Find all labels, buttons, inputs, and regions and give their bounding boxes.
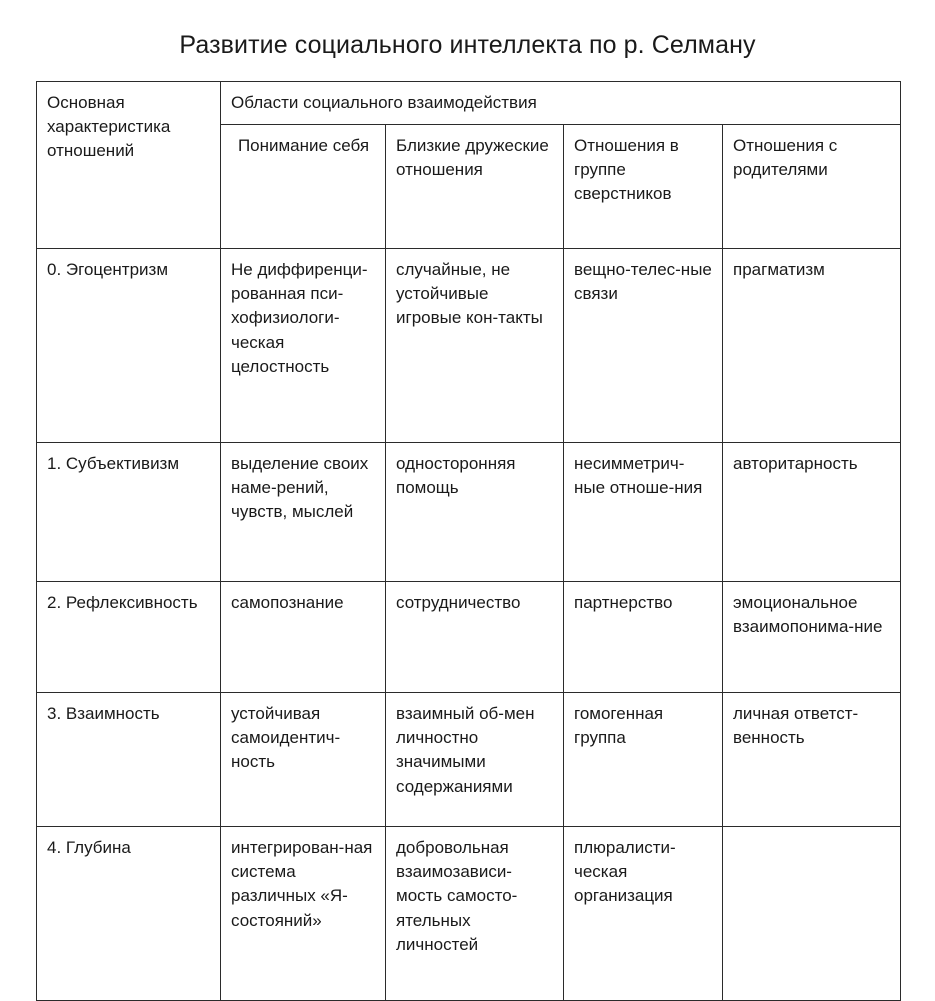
- row-cell-self-understanding: интегрирован-ная система различных «Я-состояний»: [221, 827, 386, 1001]
- table-row: [37, 443, 901, 582]
- row-cell-self-understanding: самопознание: [221, 582, 386, 693]
- table-row: [37, 582, 901, 693]
- row-cell-peer-group: партнерство: [564, 582, 723, 693]
- table-row: [37, 693, 901, 827]
- row-cell-peer-group: вещно-телес-ные связи: [564, 249, 723, 443]
- table-row: [37, 827, 901, 1001]
- row-cell-parents: прагматизм: [723, 249, 901, 443]
- row-cell-parents: [723, 827, 901, 1001]
- row-cell-peer-group: гомогенная группа: [564, 693, 723, 827]
- column-header-close-friendship: Близкие дружеские отношения: [386, 125, 564, 249]
- row-stage-label: 1. Субъективизм: [37, 443, 221, 582]
- row-cell-close-friendship: сотрудничество: [386, 582, 564, 693]
- row-cell-peer-group: плюралисти-ческая организация: [564, 827, 723, 1001]
- row-cell-parents: личная ответст-венность: [723, 693, 901, 827]
- social-intelligence-table: [36, 81, 901, 1001]
- header-stub-characteristic: Основная характеристика отношений: [37, 82, 221, 249]
- row-stage-label: 3. Взаимность: [37, 693, 221, 827]
- row-cell-parents: авторитарность: [723, 443, 901, 582]
- row-cell-self-understanding: Не диффиренци-рованная пси-хофизиологи-ческая целостность: [221, 249, 386, 443]
- column-header-self-understanding: Понимание себя: [221, 125, 386, 249]
- row-cell-self-understanding: устойчивая самоидентич-ность: [221, 693, 386, 827]
- row-cell-peer-group: несимметрич-ные отноше-ния: [564, 443, 723, 582]
- page-title: Развитие социального интеллекта по р. Селману: [179, 31, 756, 59]
- column-header-peer-group: Отношения в группе сверстников: [564, 125, 723, 249]
- table-container: [36, 81, 900, 1001]
- row-stage-label: 2. Рефлексивность: [37, 582, 221, 693]
- row-stage-label: 0. Эгоцентризм: [37, 249, 221, 443]
- row-stage-label: 4. Глубина: [37, 827, 221, 1001]
- table-row: [37, 249, 901, 443]
- row-cell-close-friendship: добровольная взаимозависи-мость самосто-ятельных личностей: [386, 827, 564, 1001]
- row-cell-close-friendship: взаимный об-мен личностно значимыми содержаниями: [386, 693, 564, 827]
- row-cell-self-understanding: выделение своих наме-рений, чувств, мыслей: [221, 443, 386, 582]
- column-header-parents: Отношения с родителями: [723, 125, 901, 249]
- row-cell-close-friendship: односторонняя помощь: [386, 443, 564, 582]
- header-group-areas: Области социального взаимодействия: [221, 82, 901, 125]
- table-header-group-row: [37, 82, 901, 125]
- row-cell-parents: эмоциональное взаимопонима-ние: [723, 582, 901, 693]
- row-cell-close-friendship: случайные, не устойчивые игровые кон-такты: [386, 249, 564, 443]
